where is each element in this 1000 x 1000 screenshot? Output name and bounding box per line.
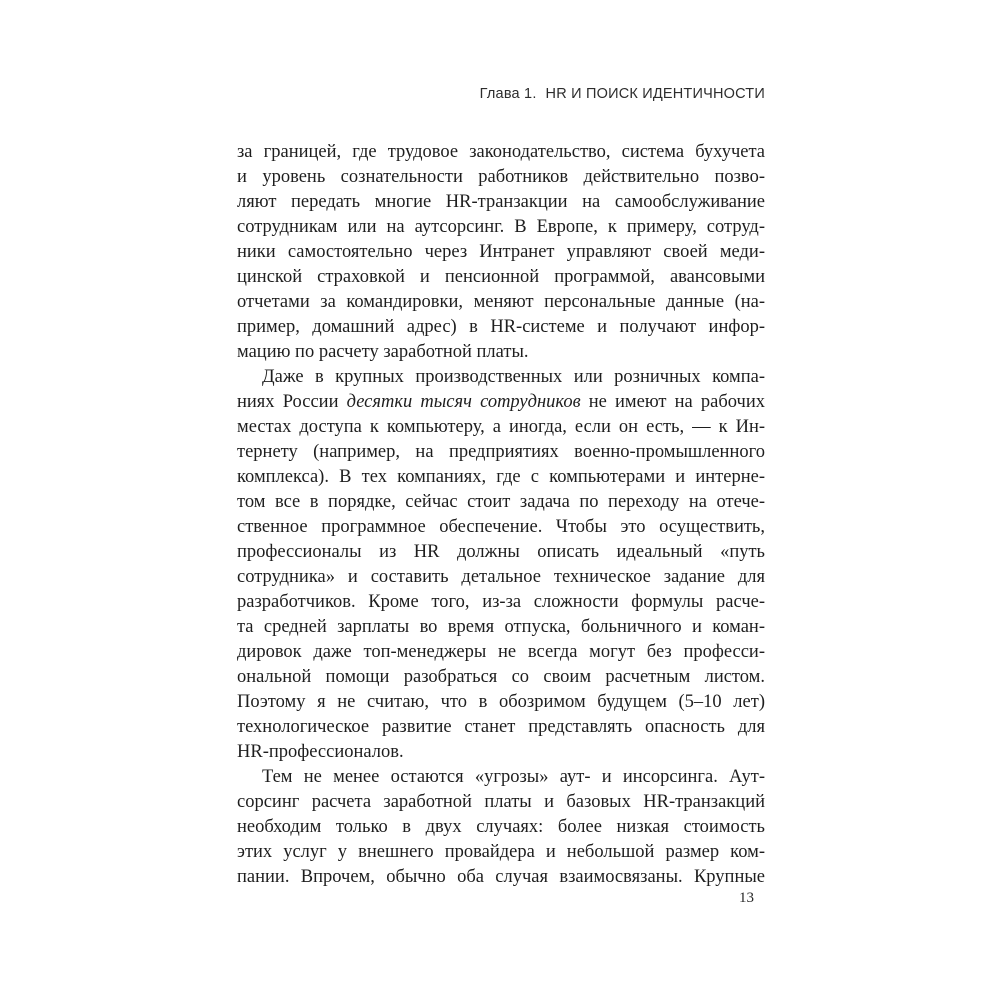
text-line: [237, 140, 765, 165]
text-line: [237, 815, 765, 840]
text-segment: Поэтому я не считаю, что в обозримом будущем (5–10 лет): [237, 692, 765, 712]
text-segment: Даже в крупных производственных или розничных компа-: [262, 367, 765, 387]
text-segment: сорсинг расчета заработной платы и базовых HR-транзакций: [237, 792, 765, 812]
text-line: [237, 840, 765, 865]
text-segment: мацию по расчету заработной платы.: [237, 342, 529, 362]
text-segment: сотрудникам или на аутсорсинг. В Европе, к примеру, сотруд-: [237, 217, 765, 237]
text-line: [237, 165, 765, 190]
text-line: [237, 290, 765, 315]
text-segment: HR-профессионалов.: [237, 742, 404, 762]
text-segment: цинской страховкой и пенсионной программой, авансовыми: [237, 267, 765, 287]
text-segment: местах доступа к компьютеру, а иногда, если он есть, — к Ин-: [237, 417, 765, 437]
paragraph: [237, 365, 765, 765]
text-segment: необходим только в двух случаях: более низкая стоимость: [237, 817, 765, 837]
text-line: [237, 240, 765, 265]
text-line: [237, 640, 765, 665]
text-line: [237, 515, 765, 540]
text-line: [237, 565, 765, 590]
text-segment: технологическое развитие станет представлять опасность для: [237, 717, 765, 737]
text-segment: ляют передать многие HR-транзакции на самообслуживание: [237, 192, 765, 212]
text-segment: та средней зарплаты во время отпуска, больничного и коман-: [237, 617, 765, 637]
text-segment: отчетами за командировки, меняют персональные данные (на-: [237, 292, 765, 312]
text-segment: дировок даже топ-менеджеры не всегда могут без професси-: [237, 642, 765, 662]
text-line: [237, 465, 765, 490]
text-segment: том все в порядке, сейчас стоит задача по переходу на отече-: [237, 492, 765, 512]
text-segment: ники самостоятельно через Интранет управляют своей меди-: [237, 242, 765, 262]
text-segment: этих услуг у внешнего провайдера и небольшой размер ком-: [237, 842, 765, 862]
text-segment: пример, домашний адрес) в HR-системе и получают инфор-: [237, 317, 765, 337]
text-segment: разработчиков. Кроме того, из-за сложности формулы расче-: [237, 592, 765, 612]
paragraph: [237, 765, 765, 890]
text-block: [237, 140, 765, 890]
text-line: [237, 790, 765, 815]
text-segment: сотрудника» и составить детальное техническое задание для: [237, 567, 765, 587]
text-segment: тернету (например, на предприятиях военно-промышленного: [237, 442, 765, 462]
chapter-title: HR И ПОИСК ИДЕНТИЧНОСТИ: [545, 86, 765, 102]
text-line: [237, 365, 765, 390]
text-segment: ственное программное обеспечение. Чтобы это осуществить,: [237, 517, 765, 537]
text-line: [237, 415, 765, 440]
running-header: [237, 86, 765, 103]
text-line: [237, 615, 765, 640]
text-line: [237, 765, 765, 790]
text-line: [237, 265, 765, 290]
text-line: [237, 390, 765, 415]
text-segment: Тем не менее остаются «угрозы» аут- и инсорсинга. Аут-: [262, 767, 765, 787]
text-line: [237, 215, 765, 240]
text-line: [237, 315, 765, 340]
text-line: [237, 590, 765, 615]
text-segment: за границей, где трудовое законодательство, система бухучета: [237, 142, 765, 162]
text-line: [237, 740, 765, 765]
text-line: [237, 340, 765, 365]
italic-text-segment: десятки тысяч сотрудников: [346, 392, 581, 412]
text-segment: и уровень сознательности работников действительно позво-: [237, 167, 765, 187]
text-line: [237, 490, 765, 515]
text-segment: ональной помощи разобраться со своим расчетным листом.: [237, 667, 765, 687]
paragraph: [237, 140, 765, 365]
text-line: [237, 665, 765, 690]
text-line: [237, 440, 765, 465]
text-segment: комплекса). В тех компаниях, где с компьютерами и интерне-: [237, 467, 765, 487]
text-line: [237, 865, 765, 890]
text-line: [237, 190, 765, 215]
text-segment: профессионалы из HR должны описать идеальный «путь: [237, 542, 765, 562]
text-line: [237, 715, 765, 740]
text-segment: ниях России: [237, 392, 347, 412]
page-number: 13: [739, 890, 754, 906]
text-line: [237, 540, 765, 565]
text-segment: не имеют на рабочих: [580, 392, 765, 412]
chapter-label: Глава 1.: [479, 86, 537, 102]
text-segment: пании. Впрочем, обычно оба случая взаимосвязаны. Крупные: [237, 867, 765, 887]
text-line: [237, 690, 765, 715]
